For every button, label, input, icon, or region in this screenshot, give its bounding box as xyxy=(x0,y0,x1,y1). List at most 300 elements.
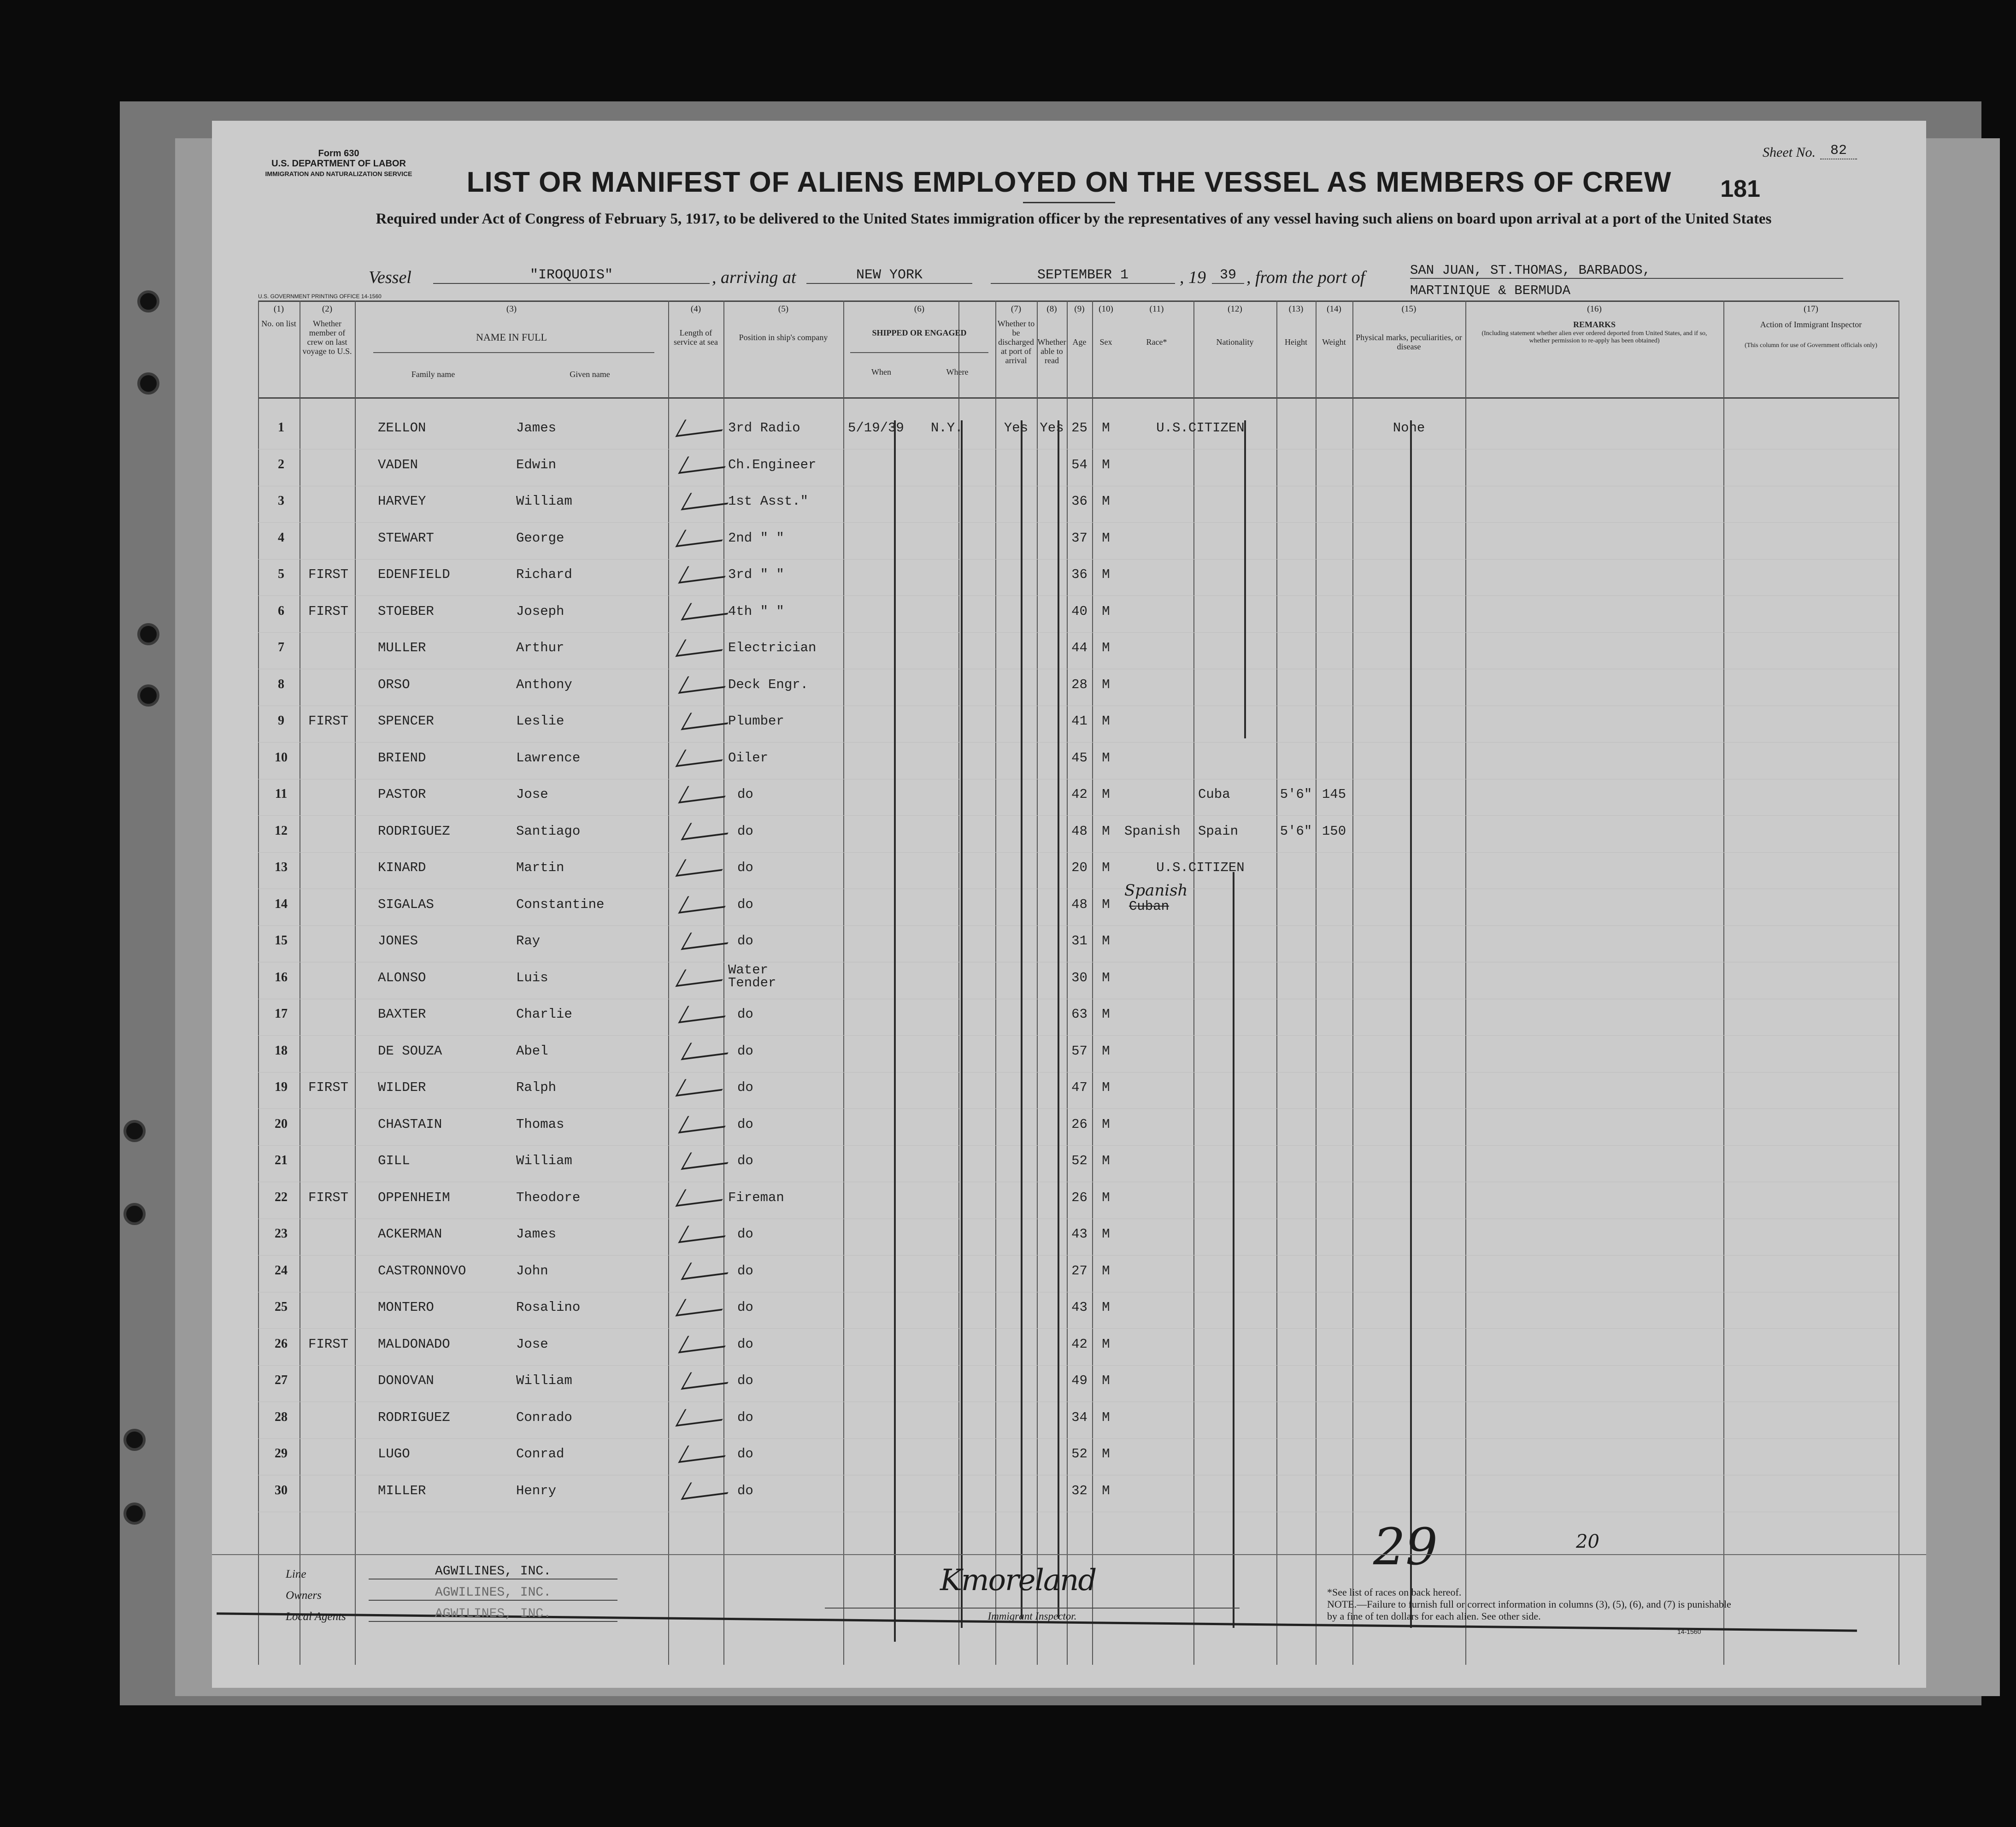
age: 28 xyxy=(1071,677,1087,692)
sex: M xyxy=(1102,1153,1110,1168)
given-name: Henry xyxy=(516,1483,557,1498)
row-number: 18 xyxy=(275,1043,288,1058)
header-weight: Weight xyxy=(1322,337,1346,347)
handwritten-race-correction: Spanish xyxy=(1124,881,1188,900)
age: 34 xyxy=(1071,1409,1087,1425)
previous-voyage: FIRST xyxy=(308,713,348,729)
row-number: 2 xyxy=(278,457,284,471)
header-nationality: Nationality xyxy=(1216,337,1254,347)
given-name: Constantine xyxy=(516,896,605,912)
position: 1st Asst." xyxy=(728,494,809,509)
row-number: 29 xyxy=(275,1446,288,1461)
row-number: 7 xyxy=(278,640,284,654)
punch-hole xyxy=(137,372,159,395)
from-ports-line2: MARTINIQUE & BERMUDA xyxy=(1410,283,1571,298)
row-number: 17 xyxy=(275,1007,288,1021)
sex: M xyxy=(1102,1116,1110,1132)
arrival-port: NEW YORK xyxy=(806,267,972,284)
punch-hole xyxy=(137,623,159,645)
column-number: (7) xyxy=(1011,304,1022,314)
owners-label: Owners xyxy=(286,1589,322,1602)
column-number: (16) xyxy=(1587,304,1602,314)
arrival-date: SEPTEMBER 1 xyxy=(991,267,1175,284)
row-number: 13 xyxy=(275,860,288,874)
given-name: Ray xyxy=(516,933,541,949)
given-name: Theodore xyxy=(516,1190,581,1205)
sheet-number: 82 xyxy=(1820,143,1857,159)
family-name: ZELLON xyxy=(378,420,426,436)
position: do xyxy=(737,787,753,802)
family-name: SPENCER xyxy=(378,713,434,729)
header-inspector-action: Action of Immigrant Inspector xyxy=(1760,320,1862,329)
given-name: Ralph xyxy=(516,1080,557,1095)
age: 30 xyxy=(1071,970,1087,985)
given-name: George xyxy=(516,530,564,546)
sex: M xyxy=(1102,603,1110,619)
family-name: RODRIGUEZ xyxy=(378,1409,450,1425)
given-name: Charlie xyxy=(516,1007,572,1022)
family-name: MONTERO xyxy=(378,1300,434,1315)
handwritten-mark: 20 xyxy=(1576,1531,1599,1552)
discharged: Yes xyxy=(1004,420,1029,436)
given-name: William xyxy=(516,1373,572,1388)
header-bottom-rule xyxy=(258,397,1898,399)
row-number: 12 xyxy=(275,823,288,838)
age: 26 xyxy=(1071,1116,1087,1132)
sex: M xyxy=(1102,1483,1110,1498)
age: 48 xyxy=(1071,896,1087,912)
row-number: 22 xyxy=(275,1190,288,1204)
header-height: Height xyxy=(1285,337,1307,347)
sex: M xyxy=(1102,1263,1110,1279)
vessel-label: Vessel xyxy=(369,268,411,287)
vessel-name: "IROQUOIS" xyxy=(433,267,710,284)
punch-hole xyxy=(137,290,159,312)
column-number: (15) xyxy=(1401,304,1416,314)
table-row xyxy=(258,1410,1898,1446)
position: do xyxy=(737,1116,753,1132)
family-name: RODRIGUEZ xyxy=(378,823,450,839)
sex: M xyxy=(1102,970,1110,985)
family-name: GILL xyxy=(378,1153,410,1168)
table-row xyxy=(258,962,1898,1007)
sex: M xyxy=(1102,1226,1110,1242)
family-name: DE SOUZA xyxy=(378,1043,442,1059)
department-name: U.S. DEPARTMENT OF LABOR xyxy=(271,159,406,169)
sex: M xyxy=(1102,494,1110,509)
row-number: 5 xyxy=(278,567,284,581)
table-row xyxy=(258,860,1898,896)
header-previous-voyage: Whether member of crew on last voyage to U.S. xyxy=(302,319,352,356)
table-row xyxy=(258,1043,1898,1080)
given-name: Arthur xyxy=(516,640,564,655)
sex: M xyxy=(1102,787,1110,802)
service-name: IMMIGRATION AND NATURALIZATION SERVICE xyxy=(265,170,412,177)
sex: M xyxy=(1102,1446,1110,1462)
table-row xyxy=(258,933,1898,970)
column-number: (5) xyxy=(778,304,789,314)
sex: M xyxy=(1102,640,1110,655)
position: do xyxy=(737,1226,753,1242)
handwritten-count: 29 xyxy=(1373,1517,1438,1576)
table-row xyxy=(258,750,1898,787)
column-number: (13) xyxy=(1288,304,1304,314)
table-row xyxy=(258,530,1898,567)
row-number: 28 xyxy=(275,1409,288,1424)
table-row xyxy=(258,713,1898,750)
position: 4th " " xyxy=(728,603,784,619)
family-name: STOEBER xyxy=(378,603,434,619)
sex: M xyxy=(1102,750,1110,766)
position: 3rd " " xyxy=(728,567,784,582)
table-row xyxy=(258,1226,1898,1263)
family-name: BAXTER xyxy=(378,1007,426,1022)
header-sex: Sex xyxy=(1099,337,1112,347)
table-row xyxy=(258,494,1898,530)
physical-marks: None xyxy=(1393,420,1425,436)
column-number: (2) xyxy=(322,304,333,314)
header-race: Race* xyxy=(1146,337,1167,347)
age: 48 xyxy=(1071,823,1087,839)
weight: 145 xyxy=(1322,787,1346,802)
header-given-name: Given name xyxy=(570,370,610,379)
table-row xyxy=(258,824,1898,860)
sex: M xyxy=(1102,530,1110,546)
race: Spanish xyxy=(1124,823,1181,839)
position: do xyxy=(737,1043,753,1059)
age: 43 xyxy=(1071,1300,1087,1315)
table-row xyxy=(258,1117,1898,1153)
shipped-when: 5/19/39 xyxy=(848,420,904,436)
header-length-of-service: Length of service at sea xyxy=(674,328,718,347)
age: 41 xyxy=(1071,713,1087,729)
age: 42 xyxy=(1071,787,1087,802)
age: 45 xyxy=(1071,750,1087,766)
printing-office-line: U.S. GOVERNMENT PRINTING OFFICE 14-1560 xyxy=(258,293,382,300)
sex: M xyxy=(1102,1043,1110,1059)
row-number: 10 xyxy=(275,750,288,765)
row-number: 6 xyxy=(278,603,284,618)
year-prefix: , 19 xyxy=(1180,268,1206,287)
header-position: Position in ship's company xyxy=(739,333,828,342)
punch-hole xyxy=(137,684,159,707)
given-name: Rosalino xyxy=(516,1300,581,1315)
family-name: BRIEND xyxy=(378,750,426,766)
table-row xyxy=(258,567,1898,603)
nationality: Spain xyxy=(1198,823,1239,839)
header-remarks-note: (Including statement whether alien ever ordered deported from United States, and if so, whether permission to re-apply has been obtained) xyxy=(1481,330,1707,344)
given-name: William xyxy=(516,1153,572,1168)
position: do xyxy=(737,1373,753,1388)
age: 52 xyxy=(1071,1153,1087,1168)
family-name: STEWART xyxy=(378,530,434,546)
weight: 150 xyxy=(1322,823,1346,839)
previous-voyage: FIRST xyxy=(308,1190,348,1205)
family-name: CHASTAIN xyxy=(378,1116,442,1132)
line-label: Line xyxy=(286,1568,306,1580)
family-name: PASTOR xyxy=(378,787,426,802)
column-number: (6) xyxy=(914,304,925,314)
given-name: Abel xyxy=(516,1043,548,1059)
struck-race-entry: Cuban xyxy=(1129,899,1170,914)
position: do xyxy=(737,1483,753,1498)
given-name: Conrad xyxy=(516,1446,564,1462)
position: do xyxy=(737,1409,753,1425)
previous-voyage: FIRST xyxy=(308,567,348,582)
line-value: AGWILINES, INC. xyxy=(369,1564,617,1579)
header-name-in-full: NAME IN FULL xyxy=(476,331,547,343)
family-name: HARVEY xyxy=(378,494,426,509)
able-to-read: Yes xyxy=(1040,420,1064,436)
sex: M xyxy=(1102,677,1110,692)
sex: M xyxy=(1102,1080,1110,1095)
row-number: 16 xyxy=(275,970,288,984)
age: 25 xyxy=(1071,420,1087,436)
shipped-where: N.Y. xyxy=(931,420,963,436)
header-age: Age xyxy=(1072,337,1087,347)
age: 20 xyxy=(1071,860,1087,875)
position: Fireman xyxy=(728,1190,784,1205)
age: 27 xyxy=(1071,1263,1087,1279)
row-number: 14 xyxy=(275,896,288,911)
row-number: 19 xyxy=(275,1080,288,1094)
position: Electrician xyxy=(728,640,817,655)
row-number: 11 xyxy=(275,787,288,801)
given-name: Jose xyxy=(516,1336,548,1352)
column-number: (17) xyxy=(1804,304,1818,314)
table-row xyxy=(258,1263,1898,1300)
age: 36 xyxy=(1071,494,1087,509)
header-shipped-or-engaged: SHIPPED OR ENGAGED xyxy=(872,328,967,337)
owners-value: AGWILINES, INC. xyxy=(369,1585,617,1601)
given-name: James xyxy=(516,420,557,436)
family-name: ORSO xyxy=(378,677,410,692)
race-footnote: *See list of races on back hereof. xyxy=(1327,1586,1462,1598)
column-number: (10) xyxy=(1099,304,1113,314)
agents-value: AGWILINES, INC. xyxy=(369,1607,617,1622)
family-name: EDENFIELD xyxy=(378,567,450,582)
sex: M xyxy=(1102,823,1110,839)
position: do xyxy=(737,1446,753,1462)
height: 5'6" xyxy=(1280,823,1312,839)
row-number: 3 xyxy=(278,494,284,508)
position: do xyxy=(737,1263,753,1279)
family-name: JONES xyxy=(378,933,418,949)
position: Oiler xyxy=(728,750,769,766)
table-row xyxy=(258,640,1898,677)
sheet-number-label: Sheet No. xyxy=(1763,145,1816,160)
row-number: 15 xyxy=(275,933,288,948)
table-row xyxy=(258,1190,1898,1226)
previous-voyage: FIRST xyxy=(308,603,348,619)
sex: M xyxy=(1102,457,1110,472)
title-rule xyxy=(1023,202,1115,203)
age: 32 xyxy=(1071,1483,1087,1498)
position: do xyxy=(737,1300,753,1315)
age: 37 xyxy=(1071,530,1087,546)
table-row xyxy=(258,897,1898,933)
sheet-stamp-number: 181 xyxy=(1720,176,1760,202)
age: 57 xyxy=(1071,1043,1087,1059)
height: 5'6" xyxy=(1280,787,1312,802)
given-name: Santiago xyxy=(516,823,581,839)
row-number: 27 xyxy=(275,1373,288,1387)
sex: M xyxy=(1102,420,1110,436)
family-name: ACKERMAN xyxy=(378,1226,442,1242)
position: do xyxy=(737,1336,753,1352)
family-name: OPPENHEIM xyxy=(378,1190,450,1205)
from-port-label: , from the port of xyxy=(1246,268,1365,287)
nationality: Cuba xyxy=(1198,787,1230,802)
punch-hole xyxy=(123,1120,146,1142)
given-name: Thomas xyxy=(516,1116,564,1132)
age: 42 xyxy=(1071,1336,1087,1352)
age: 49 xyxy=(1071,1373,1087,1388)
table-row xyxy=(258,1373,1898,1409)
previous-voyage: FIRST xyxy=(308,1080,348,1095)
header-able-to-read: Whether able to read xyxy=(1037,337,1066,365)
family-name: VADEN xyxy=(378,457,418,472)
given-name: John xyxy=(516,1263,548,1279)
row-number: 26 xyxy=(275,1336,288,1351)
document-subtitle: Required under Act of Congress of February 5, 1917, to be delivered to the United States immigration officer by the representatives of any vessel having such aliens on board upon arrival at a port of the United States xyxy=(376,211,1772,227)
form-number: Form 630 xyxy=(318,148,359,159)
family-name: LUGO xyxy=(378,1446,410,1462)
given-name: Edwin xyxy=(516,457,557,472)
agents-label: Local Agents xyxy=(286,1610,346,1623)
header-remarks: REMARKS xyxy=(1573,320,1616,329)
manifest-sheet xyxy=(212,121,1926,1688)
given-name: Joseph xyxy=(516,603,564,619)
form-code: 14-1560 xyxy=(1677,1628,1701,1635)
age: 31 xyxy=(1071,933,1087,949)
family-name: MALDONADO xyxy=(378,1336,450,1352)
given-name: Leslie xyxy=(516,713,564,729)
age: 40 xyxy=(1071,603,1087,619)
family-name: DONOVAN xyxy=(378,1373,434,1388)
row-number: 1 xyxy=(278,420,284,435)
position: do xyxy=(737,1007,753,1022)
given-name: Martin xyxy=(516,860,564,875)
sex: M xyxy=(1102,1373,1110,1388)
row-number: 20 xyxy=(275,1116,288,1131)
table-row xyxy=(258,1080,1898,1116)
column-number: (3) xyxy=(506,304,517,314)
row-number: 4 xyxy=(278,530,284,545)
sex: M xyxy=(1102,1300,1110,1315)
position: Ch.Engineer xyxy=(728,457,817,472)
punch-hole xyxy=(123,1429,146,1451)
column-number: (14) xyxy=(1327,304,1341,314)
family-name: ALONSO xyxy=(378,970,426,985)
age: 44 xyxy=(1071,640,1087,655)
inspector-label: Immigrant Inspector. xyxy=(987,1610,1077,1622)
column-number: (11) xyxy=(1149,304,1164,314)
column-number: (9) xyxy=(1074,304,1085,314)
crew-table xyxy=(258,301,1898,1665)
sex: M xyxy=(1102,1190,1110,1205)
header-no-on-list: No. on list xyxy=(261,319,296,328)
from-ports-line1: SAN JUAN, ST.THOMAS, BARBADOS, xyxy=(1410,263,1843,279)
row-number: 30 xyxy=(275,1483,288,1497)
position: 2nd " " xyxy=(728,530,784,546)
family-name: CASTRONNOVO xyxy=(378,1263,466,1279)
previous-voyage: FIRST xyxy=(308,1336,348,1352)
table-row xyxy=(258,1446,1898,1483)
column-number: (12) xyxy=(1228,304,1242,314)
family-name: MULLER xyxy=(378,640,426,655)
table-row xyxy=(258,677,1898,713)
inspector-signature: Kmoreland xyxy=(940,1563,1096,1597)
age: 36 xyxy=(1071,567,1087,582)
arriving-label: , arriving at xyxy=(712,268,796,287)
age: 43 xyxy=(1071,1226,1087,1242)
header-where: Where xyxy=(946,367,969,377)
sex: M xyxy=(1102,933,1110,949)
family-name: MILLER xyxy=(378,1483,426,1498)
position: Deck Engr. xyxy=(728,677,809,692)
table-row xyxy=(258,420,1898,457)
header-physical-marks: Physical marks, peculiarities, or disease xyxy=(1356,333,1462,351)
position: do xyxy=(737,823,753,839)
sex: M xyxy=(1102,1007,1110,1022)
penalty-note: NOTE.—Failure to furnish full or correct information in columns (3), (5), (6), and (7) is punishable by a fine of ten dollars for each alien. See other side. xyxy=(1327,1598,1731,1622)
age: 63 xyxy=(1071,1007,1087,1022)
table-row xyxy=(258,1153,1898,1190)
sex: M xyxy=(1102,1409,1110,1425)
row-number: 21 xyxy=(275,1153,288,1167)
given-name: Jose xyxy=(516,787,548,802)
table-row xyxy=(258,787,1898,823)
given-name: Anthony xyxy=(516,677,572,692)
position: Water Tender xyxy=(728,962,776,990)
given-name: William xyxy=(516,494,572,509)
row-number: 25 xyxy=(275,1300,288,1314)
age: 26 xyxy=(1071,1190,1087,1205)
position: do xyxy=(737,1153,753,1168)
header-family-name: Family name xyxy=(411,370,455,379)
family-name: KINARD xyxy=(378,860,426,875)
column-number: (8) xyxy=(1046,304,1057,314)
sex: M xyxy=(1102,896,1110,912)
sex: M xyxy=(1102,860,1110,875)
nationality: U.S.CITIZEN xyxy=(1156,420,1245,436)
header-discharged: Whether to be discharged at port of arrival xyxy=(997,319,1035,365)
position: Plumber xyxy=(728,713,784,729)
position: do xyxy=(737,1080,753,1095)
given-name: Conrado xyxy=(516,1409,572,1425)
family-name: WILDER xyxy=(378,1080,426,1095)
table-row xyxy=(258,1337,1898,1373)
given-name: Richard xyxy=(516,567,572,582)
position: do xyxy=(737,860,753,875)
age: 54 xyxy=(1071,457,1087,472)
sex: M xyxy=(1102,567,1110,582)
table-top-rule xyxy=(258,301,1898,302)
table-row xyxy=(258,457,1898,494)
row-number: 9 xyxy=(278,713,284,728)
punch-hole xyxy=(123,1203,146,1225)
row-number: 24 xyxy=(275,1263,288,1278)
table-row xyxy=(258,1300,1898,1336)
position: do xyxy=(737,933,753,949)
sex: M xyxy=(1102,1336,1110,1352)
position: do xyxy=(737,896,753,912)
service-checkmark xyxy=(675,414,731,437)
table-row xyxy=(258,1483,1898,1520)
row-number: 23 xyxy=(275,1226,288,1241)
document-title: LIST OR MANIFEST OF ALIENS EMPLOYED ON THE VESSEL AS MEMBERS OF CREW xyxy=(466,166,1672,198)
